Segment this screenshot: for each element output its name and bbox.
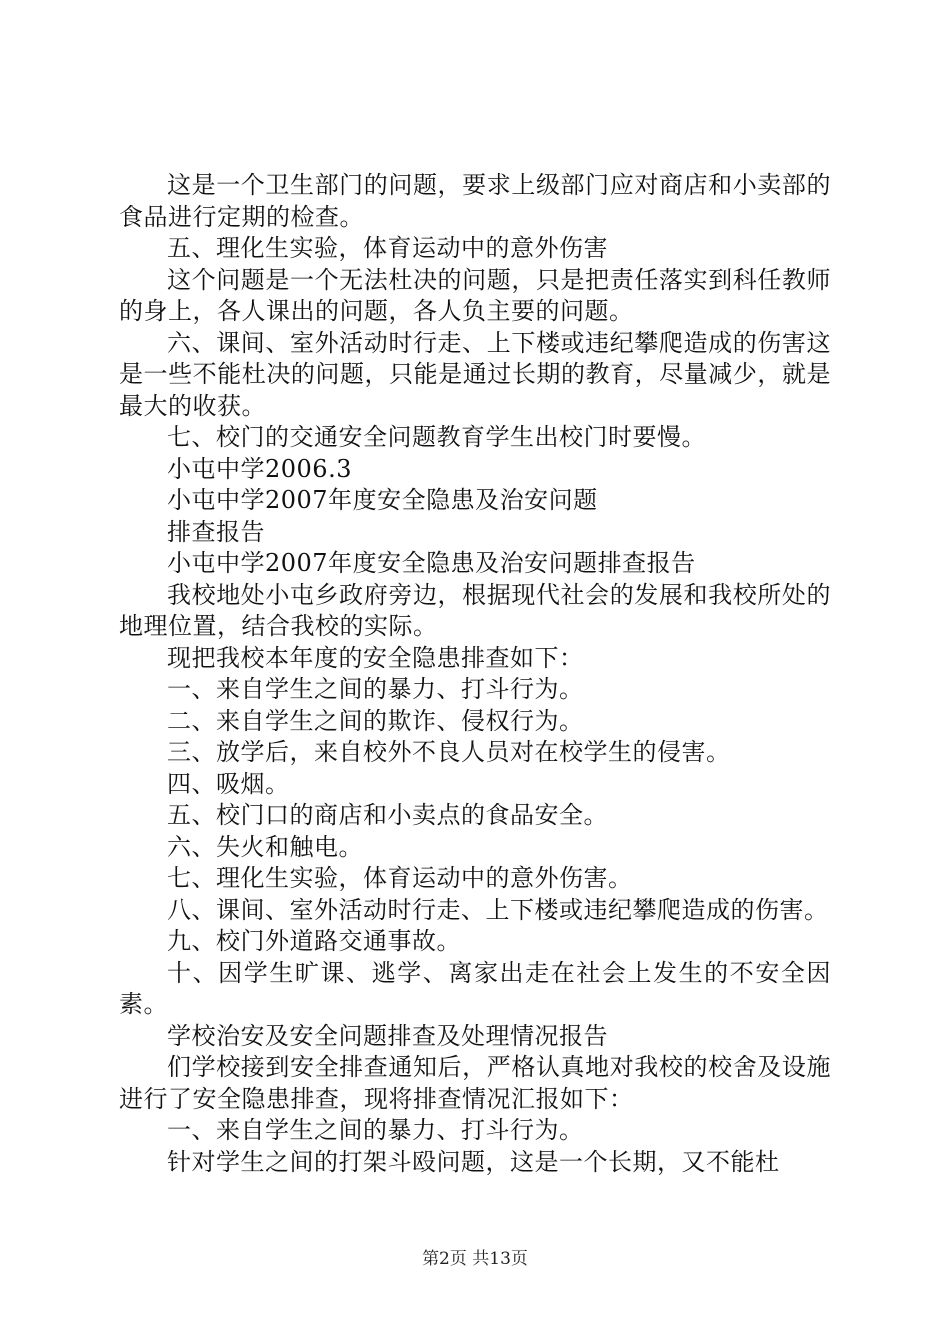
paragraph: 小屯中学2007年度安全隐患及治安问题 [167,486,598,514]
paragraph: 三、放学后，来自校外不良人员对在校学生的侵害。 [167,738,731,766]
paragraph: 一、来自学生之间的暴力、打斗行为。 [167,675,584,703]
paragraph: 现把我校本年度的安全隐患排查如下： [167,643,584,672]
paragraph: 九、校门外道路交通事故。 [167,927,461,955]
paragraph: 五、理化生实验，体育运动中的意外伤害 [167,234,608,262]
paragraph: 学校治安及安全问题排查及处理情况报告 [167,1021,608,1050]
paragraph: 四、吸烟。 [167,769,290,798]
paragraph: 小屯中学2007年度安全隐患及治安问题排查报告 [167,549,696,577]
paragraph: 一、来自学生之间的暴力、打斗行为。 [167,1116,584,1144]
page-footer [0,1244,950,1269]
paragraph: 八、课间、室外活动时行走、上下楼或违纪攀爬造成的伤害。 [167,895,829,924]
paragraph: 这个问题是一个无法杜决的问题，只是把责任落实到科任教师的身上，各人课出的问题，各人负主要的问题。 [119,265,831,325]
paragraph: 二、来自学生之间的欺诈、侵权行为。 [167,706,584,735]
paragraph: 排查报告 [167,517,265,546]
page-number: 第2页 共13页 [422,1249,528,1269]
paragraph: 们学校接到安全排查通知后，严格认真地对我校的校舍及设施进行了安全隐患排查，现将排查情况汇报如下： [119,1053,831,1113]
paragraph: 七、理化生实验，体育运动中的意外伤害。 [167,864,633,892]
paragraph: 我校地处小屯乡政府旁边，根据现代社会的发展和我校所处的地理位置，结合我校的实际。 [119,580,831,640]
paragraph: 小屯中学2006.3 [167,454,352,483]
document-body [119,170,831,1178]
paragraph: 七、校门的交通安全问题教育学生出校门时要慢。 [167,423,706,451]
paragraph: 六、失火和触电。 [167,832,363,861]
paragraph: 五、校门口的商店和小卖点的食品安全。 [167,801,608,829]
paragraph: 针对学生之间的打架斗殴问题，这是一个长期，又不能杜 [167,1147,780,1176]
paragraph: 这是一个卫生部门的问题，要求上级部门应对商店和小卖部的食品进行定期的检查。 [119,171,831,231]
paragraph: 十、因学生旷课、逃学、离家出走在社会上发生的不安全因素。 [119,958,831,1018]
paragraph: 六、课间、室外活动时行走、上下楼或违纪攀爬造成的伤害这是一些不能杜决的问题，只能是通过长期的教育，尽量减少，就是最大的收获。 [119,328,831,420]
